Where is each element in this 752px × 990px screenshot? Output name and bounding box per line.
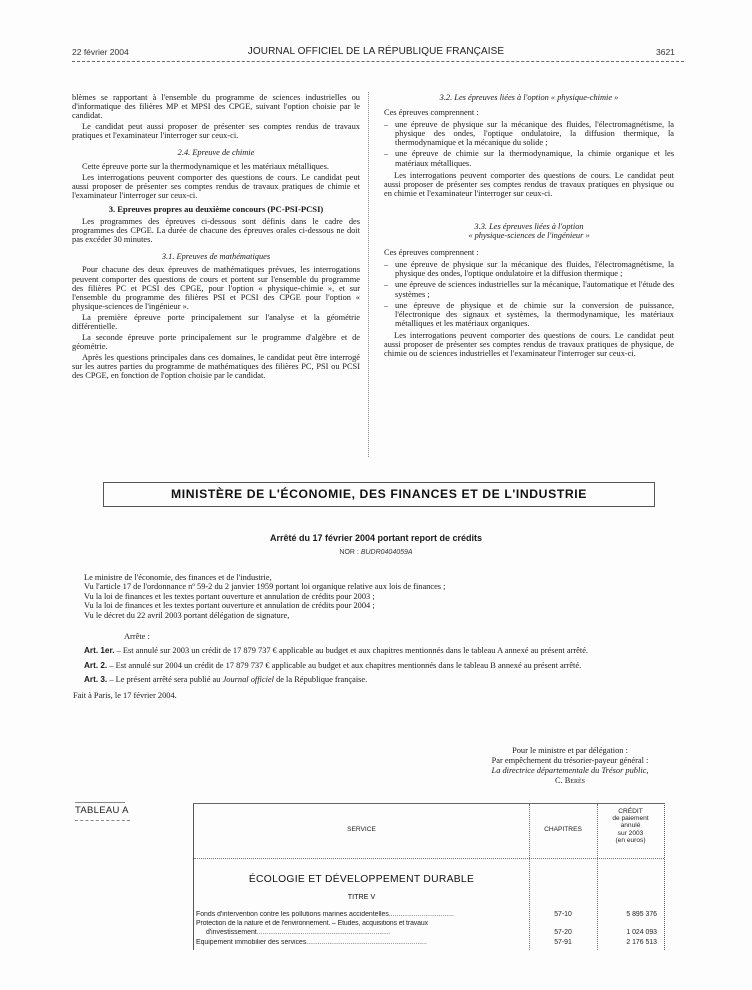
service-text: d'investissement [206,928,257,936]
section-title: ÉCOLOGIE ET DÉVELOPPEMENT DURABLE [248,874,475,885]
column-divider [368,92,369,457]
chapitre-cell: 57-20 [554,929,572,936]
service-cell [196,911,526,920]
journal-title: JOURNAL OFFICIEL DE LA RÉPUBLIQUE FRANÇAISE [247,46,505,57]
paragraph: blèmes se rapportant à l'ensemble du programme de sciences industrielles ou d'informatique des filières MP et MPSI des CPGE, suivant l'option choisie par le candidat. [72,93,360,121]
preamble-line: Vu l'article 17 de l'ordonnance nº 59-2 du 2 janvier 1959 portant loi organique relative aux lois de finances ; [84,582,446,592]
nor-reference [0,549,752,556]
section-heading-3-2: 3.2. Les épreuves liées à l'option « physique-chimie » [439,93,619,102]
section-heading-3-3: 3.3. Les épreuves liées à l'option [474,221,584,231]
nor-code: BUDR0404059A [360,549,413,556]
leader-dots: .................................. [388,911,454,918]
montant-cell: 5 895 376 [626,911,657,918]
fait-a-paris: Fait à Paris, le 17 février 2004. [73,690,177,700]
paragraph: Ces épreuves comprennent : [384,108,479,118]
tableau-label-rule [75,802,125,803]
left-column [72,93,360,383]
service-text: Fonds d'intervention contre les pollutions marines accidentelles [196,911,389,918]
section-heading-2-4: 2.4. Epreuve de chimie [177,148,255,158]
header-line: (en euros) [615,836,646,844]
preamble-line: Vu la loi de finances et les textes portant ouverture et annulation de crédits pour 2004 ; [84,601,375,611]
section-heading-3: 3. Epreuves propres au deuxième concours (PC-PSI-PCSI) [108,203,324,214]
paragraph: Cette épreuve porte sur la thermodynamique et les matériaux métalliques. [82,161,329,171]
tableau-a [193,803,665,950]
preamble-line: Vu le décret du 22 avril 2003 portant délégation de signature, [84,610,290,620]
paragraph: La première épreuve porte principalement sur l'analyse et la géométrie différentielle. [72,312,360,331]
header-line: CRÉDIT [618,808,643,815]
list-item: – une épreuve de sciences industrielles sur la mécanique, l'automatique et l'étude des systèmes ; [384,280,674,298]
header-date: 22 février 2004 [72,47,129,57]
service-cell [196,920,526,937]
paragraph: La seconde épreuve porte principalement sur le programme d'algèbre et de géométrie. [72,333,360,352]
article-3 [84,675,684,684]
header-line: sur 2003 [617,829,644,837]
section-heading-3-1: 3.1. Epreuves de mathématiques [161,252,271,262]
article-text: – Est annulé sur 2003 un crédit de 17 879 737 € applicable au budget et aux chapitres mentionnés dans le tableau A annexé au présent arrêté. [114,646,589,656]
paragraph: Le candidat peut aussi proposer de présenter ses comptes rendus de travaux pratiques et l'examinateur l'interroger sur ceux-ci. [72,122,360,141]
header-line: de paiement [612,815,649,823]
column-header-service: SERVICE [347,826,376,833]
leader-dots: ............................................................... [306,939,427,946]
tableau-label: TABLEAU A [75,805,129,816]
paragraph: Les interrogations peuvent comporter des questions de cours. Le candidat peut aussi proposer de présenter ses comptes rendus de travaux pratiques en physique ou en chimie et l'examinateur l'interroger sur ceux-ci. [384,170,674,198]
list-item: – une épreuve de physique sur la mécanique des fluides, l'électromagnétisme, la physique des ondes, l'optique ondulatoire et la diffusion thermique ; [384,260,674,278]
signature-line: La directrice départementale du Trésor public, [491,766,649,775]
arrete-title: Arrêté du 17 février 2004 portant report de crédits [269,533,483,543]
service-text-cont [196,929,526,938]
service-cell [196,939,526,948]
list-item: – une épreuve de physique sur la mécanique des fluides, l'électromagnétisme, la physique des ondes, l'optique ondulatoire, la diffusion thermique, la thermodynamique et la mécanique du solide ; [384,120,674,147]
article-label: Art. 1er. [84,646,115,656]
service-text: Protection de la nature et de l'environnement. – Etudes, acquisitions et travaux [196,920,428,927]
montant-cell: 2 176 513 [626,939,657,946]
article-text: – Le présent arrêté sera publié au [107,675,223,685]
preamble-line: Le ministre de l'économie, des finances et de l'industrie, [84,573,272,582]
right-column [384,93,674,360]
paragraph: Les programmes des épreuves ci-dessous sont définis dans le cadre des programmes des CPGE. La durée de chacune des épreuves orales ci-dessous ne doit pas excéder 30 minutes. [72,217,360,245]
journal-officiel-ref: Journal officiel [222,675,274,685]
list-physique-chimie [384,120,674,167]
header-line: annulé [620,822,641,830]
service-text: Equipement immobilier des services [196,939,307,946]
list-physique-sciences [384,260,674,328]
column-header-credit [597,808,664,844]
tableau-label-rule [75,820,130,821]
paragraph: Pour chacune des deux épreuves de mathématiques prévues, les interrogations peuvent comporter des questions de cours et portent sur l'ensemble du programme des filières PC et PCSI des CPGE, pour l'option « physique-chimie », et sur l'ensemble du programme des filières PSI et PCSI des CPGE pour l'option « physique-sciences de l'ingénieur ». [72,265,360,311]
header-divider [194,858,664,859]
signature-line: Par empêchement du trésorier-payeur général : [491,756,649,765]
nor-label: NOR : [339,549,359,556]
arrete-body [73,573,684,708]
header-rule [72,61,684,62]
section-subtitle: TITRE V [347,892,376,901]
paragraph: Après les questions principales dans ces domaines, le candidat peut être interrogé sur les autres parties du programme de mathématiques des filières PC, PSI ou PCSI des CPGE, en fonction de l'option choisie par le candidat. [72,353,360,381]
article-1 [84,646,684,655]
ministry-banner: MINISTÈRE DE L'ÉCONOMIE, DES FINANCES ET DE L'INDUSTRIE [103,482,655,507]
chapitre-cell: 57-10 [554,911,572,918]
article-2 [84,661,684,670]
article-label: Art. 3. [84,675,108,685]
signature-block [440,746,700,786]
column-header-chapitres: CHAPITRES [544,826,582,833]
montant-cell: 1 024 093 [626,929,657,936]
paragraph: Les interrogations peuvent comporter des questions de cours. Le candidat peut aussi proposer de présenter ses comptes rendus de travaux pratiques de chimie et l'examinateur l'interroger sur ceux-ci. [72,172,360,200]
chapitre-cell: 57-91 [554,939,572,946]
paragraph: Ces épreuves comprennent : [384,248,479,258]
leader-dots: ...................................................................... [256,928,391,936]
signatory-name: C. Berès [554,776,586,785]
signature-line: Pour le ministre et par délégation : [512,746,628,755]
page-number: 3621 [656,47,675,57]
article-label: Art. 2. [84,660,108,670]
article-text: de la République française. [273,675,368,685]
preamble-line: Vu la loi de finances et les textes portant ouverture et annulation de crédits pour 2003 ; [84,591,375,601]
section-heading-3-3-sub: « physique-sciences de l'ingénieur » [468,231,590,241]
list-item: – une épreuve de chimie sur la thermodynamique, la chimie organique et les matériaux métalliques. [384,149,674,167]
article-text: – Est annulé sur 2004 un crédit de 17 879 737 € applicable au budget et aux chapitres mentionnés dans le tableau B annexé au présent arrêté. [107,660,582,670]
list-item: – une épreuve de physique et de chimie sur la conversion de puissance, l'électronique des signaux et systèmes, la thermodynamique, les matériaux métalliques et les matériaux organiques. [384,301,674,328]
paragraph: Les interrogations peuvent comporter des questions de cours. Le candidat peut aussi proposer de présenter ses comptes rendus de travaux pratiques de physique, de chimie ou de sciences industrielles et l'examinateur l'interroger sur ceux-ci. [384,330,674,359]
arrete-word: Arrête : [124,632,150,642]
